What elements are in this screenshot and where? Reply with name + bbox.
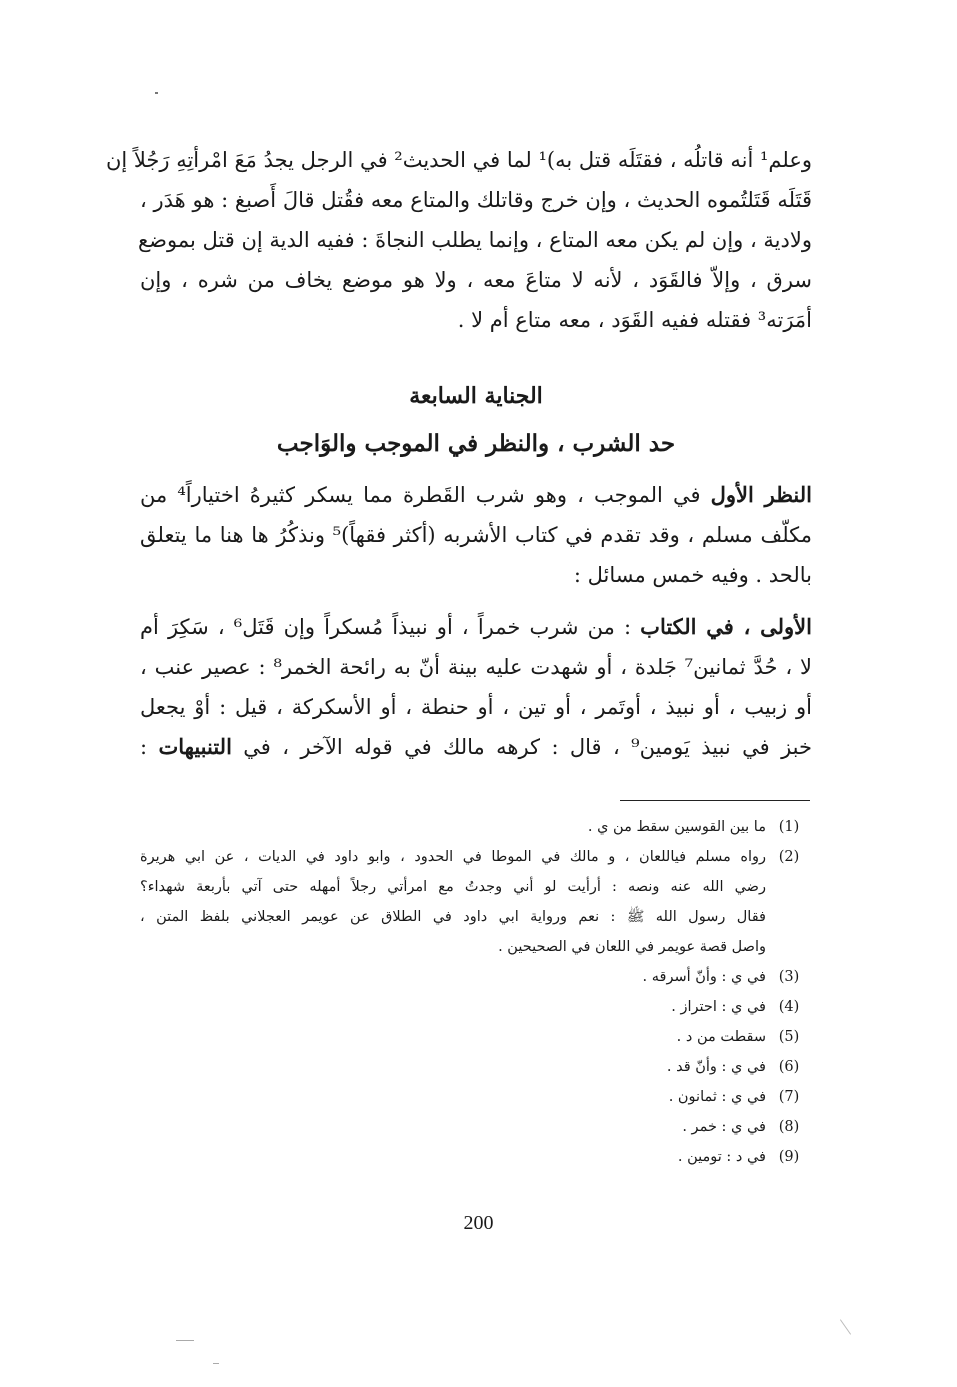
body-paragraph-3 [140,607,812,767]
page-number: 200 [463,1212,494,1234]
lead-term: الأولى ، في الكتاب [640,614,812,639]
line-text: : من شرب خمراً ، أو نبيذاً مُسكراً وإن قَتَل⁶ ، سَكِرَ أم [140,615,641,639]
footnote-number: (6) [778,1059,800,1075]
footnote [140,1082,812,1112]
footnote-text: في د : تومين . [677,1149,766,1165]
footnote-text: في ي : خمر . [682,1119,766,1135]
footnote-text: رضي الله عنه ونصه : أرأيت لو أني وجدتُ مع امرأتي رجلاً أمهله حتى آتي بأربعة شهداء؟ [140,879,766,895]
text-line: لا ، حُدَّ ثمانين⁷ جَلدة ، أو شهدت عليه بينة أنّ به رائحة الخمر⁸ : عصير عنب ، [140,655,812,679]
text-line: بالحد . وفيه خمس مسائل : [573,563,812,587]
footnote [140,992,812,1022]
footnote-number: (1) [778,819,800,835]
footnote [140,1022,812,1052]
text-line: ولادية ، وإن لم يكن معه المتاع ، وإنما يطلب النجاةَ : ففيه الدية إن قتل بموضع [137,228,812,252]
footnote-number: (8) [778,1119,800,1135]
footnote-text: رواه مسلم فياللعان ، و مالك في الموطا في الحدود ، وابو داود في الديات ، عن ابي هريرة [140,849,766,865]
lead-term: النظر الأول [710,482,813,507]
footnote-number: (9) [778,1149,800,1165]
footnote-number: (2) [778,849,800,865]
text-line [140,727,812,767]
footnote-number: (7) [778,1089,800,1105]
text-line: أو زبيب ، أو نبيذ ، أوتَمر ، أو تين ، أو حنطة ، أو الأسكركة ، قيل : أوْ يجعل [140,695,812,719]
body-paragraph-1 [105,140,812,340]
text-line [140,607,812,647]
footnote-text: في ي : احتراز . [671,999,766,1015]
bold-term: التنبيهات [158,734,232,759]
scan-speck [840,1319,851,1334]
footnote [140,1142,812,1172]
footnote-number: (3) [778,969,800,985]
footnote-divider [620,800,810,801]
chapter-title: الجناية السابعة [409,383,543,409]
footnote [140,1052,812,1082]
text-line [140,475,812,515]
scan-speck [155,92,158,94]
line-text: : [140,735,159,759]
text-line: قَتَلَه قَتَلتُموه الحديث ، وإن خرج وقاتلك والمتاع معه فقُتل قالَ أَصبغ : هو هَدَر ، [140,188,812,212]
text-line: مكلّف مسلم ، وقد تقدم في كتاب الأشربه (أكثر فقهاً)⁵ ونذكُرُ ها هنا ما يتعلق [140,523,812,547]
text-line: وعلم¹ أنه قاتلُه ، فقتَلَه قتل به)¹ لما في الحديث² في الرجل يجدُ مَعَ امْرأتِهِ رَجُلاً إن [105,148,812,172]
footnote-text: في ي : وأنّ أسرقه . [642,969,766,985]
footnote-text: في ي : ثمانون . [668,1089,766,1105]
text-line: سرق ، وإلاّ فالقَوَد ، لأنه لا متاعَ معه ، ولا هو موضع يخاف من شره ، وإن [140,268,812,292]
line-text: خبز في نبيذ يَومين⁹ ، قال : كرهه مالك في قوله الآخر ، في [231,735,812,759]
footnotes [140,812,812,1172]
section-title: حد الشرب ، والنظر في الموجب والوَاجب [276,430,676,457]
footnote-text: ما بين القوسين سقط من ي . [587,819,766,835]
text-line: أمَرَته³ فقتله ففيه القَوَد ، معه متاع أم لا . [457,308,812,332]
scan-speck [176,1340,194,1341]
footnote [140,812,812,842]
footnote-text: فقال رسول الله ﷺ : نعم ورواية ابي داود في الطلاق عن عويمر العجلاني بلفظ المتن ، [140,909,766,925]
line-text: في الموجب ، وهو شرب القَطرة مما يسكر كثيرهُ اختياراً⁴ من [140,483,711,507]
footnote-text: في ي : وأنّ قد . [666,1059,766,1075]
footnote-text: سقطت من د . [676,1029,766,1045]
footnote-number: (5) [778,1029,800,1045]
footnote-text: واصل قصة عويمر في اللعان في الصحيحين . [498,939,766,955]
scan-speck [213,1363,219,1364]
footnote [140,842,812,962]
footnote-number: (4) [778,999,800,1015]
body-paragraph-2 [140,475,812,595]
footnote [140,962,812,992]
footnote [140,1112,812,1142]
